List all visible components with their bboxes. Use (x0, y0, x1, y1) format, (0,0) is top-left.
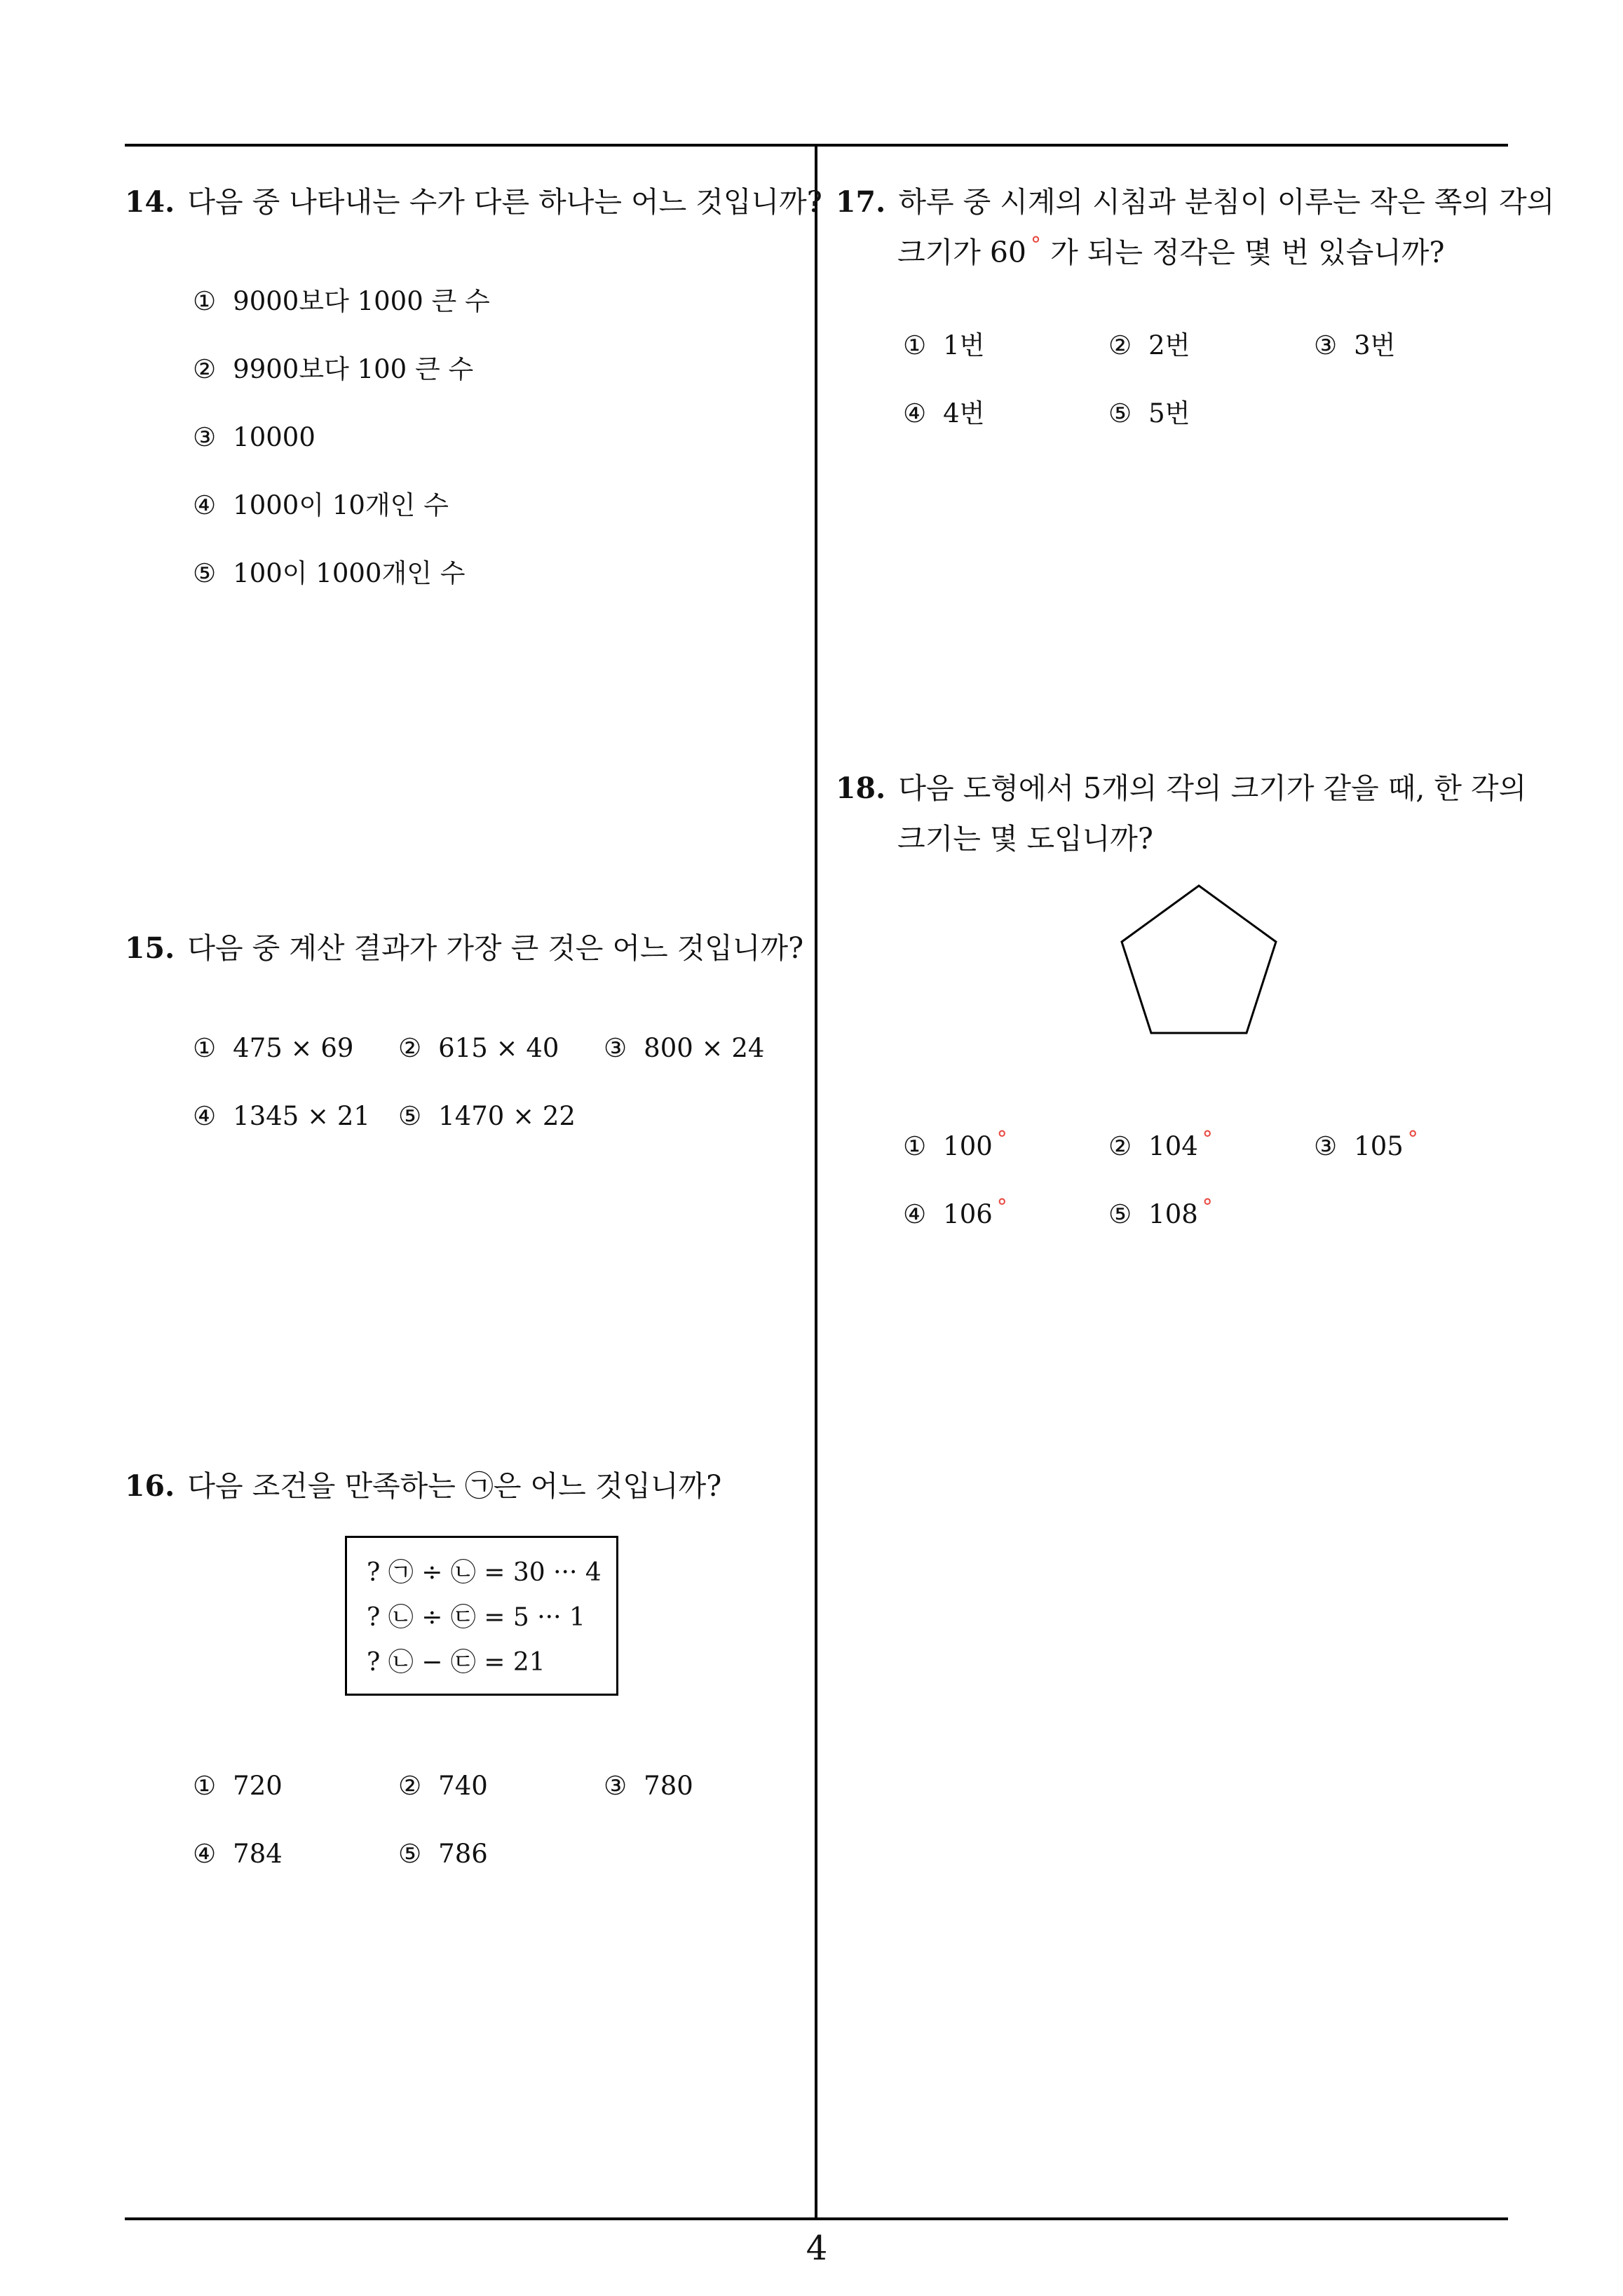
question-text-line1: 하루 중 시계의 시침과 분침이 이루는 작은 쪽의 각의 (898, 185, 1555, 219)
option-mark: ④ (193, 1839, 217, 1869)
question-16-title (125, 1461, 721, 1511)
option-mark: ① (903, 1131, 927, 1161)
option-text: 1번 (943, 330, 985, 360)
question-15-title (125, 923, 803, 973)
option-text: 1000이 10개인 수 (233, 490, 449, 520)
q17-option-4[interactable] (903, 396, 984, 431)
option-text: 4번 (943, 398, 985, 428)
option-text: 9900보다 100 큰 수 (233, 354, 474, 384)
option-mark: ⑤ (193, 558, 217, 588)
q18-option-4[interactable] (903, 1194, 1007, 1232)
q14-option-3[interactable] (193, 420, 315, 455)
option-mark: ① (193, 286, 217, 316)
option-text: 720 (233, 1771, 283, 1801)
q17-option-5[interactable] (1108, 396, 1190, 431)
option-text: 784 (233, 1839, 283, 1869)
q14-option-5[interactable] (193, 556, 465, 591)
option-mark: ③ (1314, 330, 1338, 360)
degree-symbol: ° (1202, 1126, 1213, 1152)
q16-option-4[interactable] (193, 1837, 283, 1872)
question-text: 다음 조건을 만족하는 ㉠은 어느 것입니까? (187, 1469, 722, 1503)
option-mark: ② (398, 1033, 422, 1063)
q14-option-4[interactable] (193, 488, 449, 523)
option-mark: ③ (1314, 1131, 1338, 1161)
option-text: 1345 × 21 (233, 1101, 370, 1131)
q16-option-5[interactable] (398, 1837, 488, 1872)
q15-option-3[interactable] (604, 1031, 764, 1066)
option-mark: ② (398, 1771, 422, 1801)
column-divider (815, 144, 817, 2220)
question-18-title (836, 763, 1526, 864)
q15-option-4[interactable] (193, 1099, 370, 1134)
option-mark: ③ (604, 1033, 627, 1063)
q16-option-2[interactable] (398, 1769, 488, 1804)
q18-option-2[interactable] (1108, 1126, 1213, 1164)
question-text-line1: 다음 도형에서 5개의 각의 크기가 같을 때, 한 각의 (898, 771, 1527, 805)
option-text: 105 (1354, 1131, 1404, 1161)
option-mark: ④ (903, 398, 927, 428)
q15-option-2[interactable] (398, 1031, 559, 1066)
q17-option-1[interactable] (903, 328, 984, 363)
q18-option-5[interactable] (1108, 1194, 1213, 1232)
condition-line: ? ㉡ ÷ ㉢ = 5 ··· 1 (367, 1603, 585, 1632)
option-text: 104 (1148, 1131, 1198, 1161)
option-mark: ② (193, 354, 217, 384)
option-mark: ③ (604, 1771, 627, 1801)
q17-option-2[interactable] (1108, 328, 1190, 363)
condition-line: ? ㉡ − ㉢ = 21 (367, 1648, 545, 1677)
condition-line: ? ㉠ ÷ ㉡ = 30 ··· 4 (367, 1558, 602, 1587)
q15-option-5[interactable] (398, 1099, 576, 1134)
q14-option-1[interactable] (193, 284, 490, 319)
degree-symbol: ° (996, 1126, 1007, 1152)
option-mark: ① (903, 330, 927, 360)
q14-option-2[interactable] (193, 352, 473, 387)
option-mark: ② (1108, 330, 1132, 360)
degree-symbol: ° (1202, 1194, 1213, 1220)
question-number: 16. (125, 1469, 175, 1503)
option-text: 615 × 40 (438, 1033, 559, 1063)
option-text: 3번 (1354, 330, 1396, 360)
degree-symbol: ° (1407, 1126, 1418, 1152)
option-mark: ⑤ (1108, 398, 1132, 428)
option-text: 786 (438, 1839, 488, 1869)
question-number: 18. (836, 771, 886, 805)
q16-option-1[interactable] (193, 1769, 283, 1804)
degree-symbol: ° (996, 1194, 1007, 1220)
regular-pentagon-icon (1109, 880, 1289, 1046)
option-text: 475 × 69 (233, 1033, 354, 1063)
question-text-line2: 크기는 몇 도입니까? (897, 822, 1153, 856)
option-mark: ⑤ (398, 1839, 422, 1869)
question-text: 다음 중 나타내는 수가 다른 하나는 어느 것입니까? (187, 185, 822, 219)
option-mark: ① (193, 1033, 217, 1063)
option-text: 5번 (1148, 398, 1190, 428)
option-text: 800 × 24 (644, 1033, 765, 1063)
condition-box (345, 1536, 618, 1696)
option-mark: ③ (193, 422, 217, 452)
question-number: 14. (125, 185, 175, 219)
option-text: 108 (1148, 1199, 1198, 1229)
option-text: 9000보다 1000 큰 수 (233, 286, 490, 316)
bottom-rule (125, 2217, 1508, 2220)
option-text: 2번 (1148, 330, 1190, 360)
option-text: 100 (943, 1131, 993, 1161)
option-text: 1470 × 22 (438, 1101, 576, 1131)
question-17-title (836, 177, 1554, 278)
question-14-title (125, 177, 822, 227)
option-text: 780 (644, 1771, 693, 1801)
question-text: 다음 중 계산 결과가 가장 큰 것은 어느 것입니까? (187, 931, 804, 965)
degree-symbol: ° (1031, 233, 1042, 258)
option-mark: ⑤ (398, 1101, 422, 1131)
option-mark: ④ (903, 1199, 927, 1229)
page-number: 4 (806, 2229, 828, 2268)
option-text: 740 (438, 1771, 488, 1801)
option-text: 10000 (233, 422, 315, 452)
option-mark: ④ (193, 490, 217, 520)
option-mark: ② (1108, 1131, 1132, 1161)
option-text: 100이 1000개인 수 (233, 558, 466, 588)
option-text: 106 (943, 1199, 993, 1229)
q18-option-1[interactable] (903, 1126, 1007, 1164)
q17-option-3[interactable] (1314, 328, 1395, 363)
q15-option-1[interactable] (193, 1031, 353, 1066)
question-number: 17. (836, 185, 886, 219)
option-mark: ① (193, 1771, 217, 1801)
option-mark: ⑤ (1108, 1199, 1132, 1229)
q16-option-3[interactable] (604, 1769, 693, 1804)
question-number: 15. (125, 931, 175, 965)
q18-option-3[interactable] (1314, 1126, 1418, 1164)
question-text-line2-end: 가 되는 정각은 몇 번 있습니까? (1050, 236, 1445, 269)
question-text-line2-start: 크기가 60 (897, 236, 1027, 269)
option-mark: ④ (193, 1101, 217, 1131)
